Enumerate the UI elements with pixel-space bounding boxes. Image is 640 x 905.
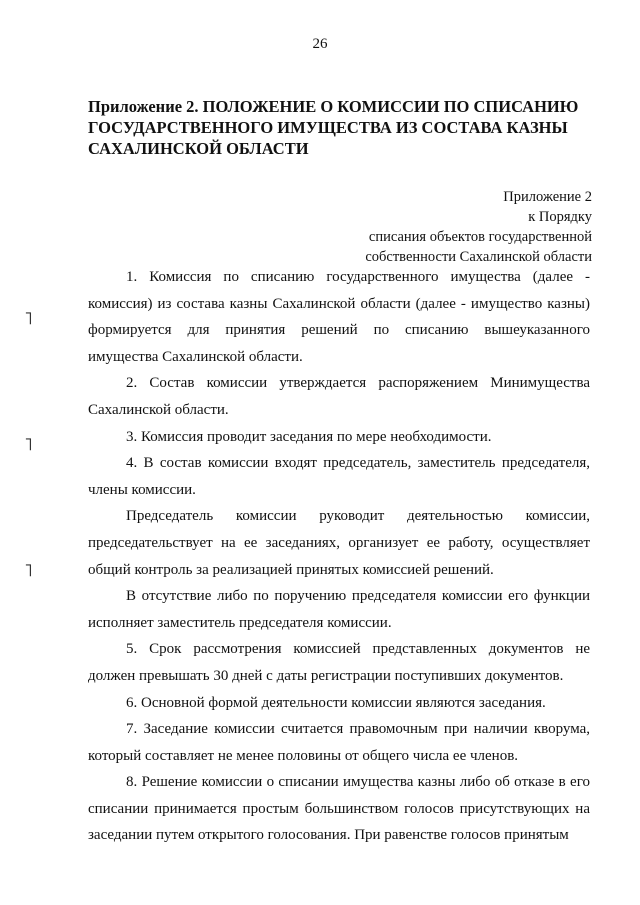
paragraph: Председатель комиссии руководит деятельностью комиссии, председательствует на ее заседаниях, организует ее работу, осуществляет общий контроль за реализацией принятых комиссией решений. [88, 508, 590, 578]
appendix-ref-line: собственности Сахалинской области [365, 249, 592, 265]
appendix-ref-line: Приложение 2 [503, 189, 592, 205]
paragraph: 5. Срок рассмотрения комиссией представленных документов не должен превышать 30 дней с даты регистрации поступивших документов. [88, 641, 590, 684]
document-title [88, 96, 588, 159]
paragraph: 1. Комиссия по списанию государственного имущества (далее - комиссия) из состава казны Сахалинской области (далее - имущество казны) формируется для принятия решений по списанию вышеуказанного имущества Сахалинской области. [88, 269, 590, 365]
appendix-ref-line: к Порядку [528, 209, 592, 225]
punch-hole-mark-icon: ˥ [24, 434, 33, 455]
paragraph: 8. Решение комиссии о списании имущества казны либо об отказе в его списании принимается простым большинством голосов присутствующих на заседании путем открытого голосования. При равенстве голосов принятым [88, 774, 590, 844]
paragraph: В отсутствие либо по поручению председателя комиссии его функции исполняет заместитель председателя комиссии. [88, 588, 590, 631]
paragraph: 2. Состав комиссии утверждается распоряжением Минимущества Сахалинской области. [88, 375, 590, 418]
appendix-reference [365, 187, 592, 267]
paragraph: 6. Основной формой деятельности комиссии являются заседания. [126, 694, 546, 711]
title-line: Приложение 2. ПОЛОЖЕНИЕ О КОМИССИИ ПО СПИСАНИЮ [88, 97, 579, 116]
paragraph: 4. В состав комиссии входят председатель, заместитель председателя, члены комиссии. [88, 455, 590, 498]
title-line: САХАЛИНСКОЙ ОБЛАСТИ [88, 139, 309, 158]
paragraph: 3. Комиссия проводит заседания по мере необходимости. [126, 428, 492, 445]
title-line: ГОСУДАРСТВЕННОГО ИМУЩЕСТВА ИЗ СОСТАВА КАЗНЫ [88, 118, 568, 137]
punch-hole-mark-icon: ˥ [24, 308, 33, 329]
punch-hole-mark-icon: ˥ [24, 560, 33, 581]
paragraph: 7. Заседание комиссии считается правомочным при наличии кворума, который составляет не менее половины от общего числа ее членов. [88, 721, 590, 764]
page-number: 26 [312, 36, 328, 52]
document-body [88, 264, 590, 849]
appendix-ref-line: списания объектов государственной [368, 229, 592, 245]
